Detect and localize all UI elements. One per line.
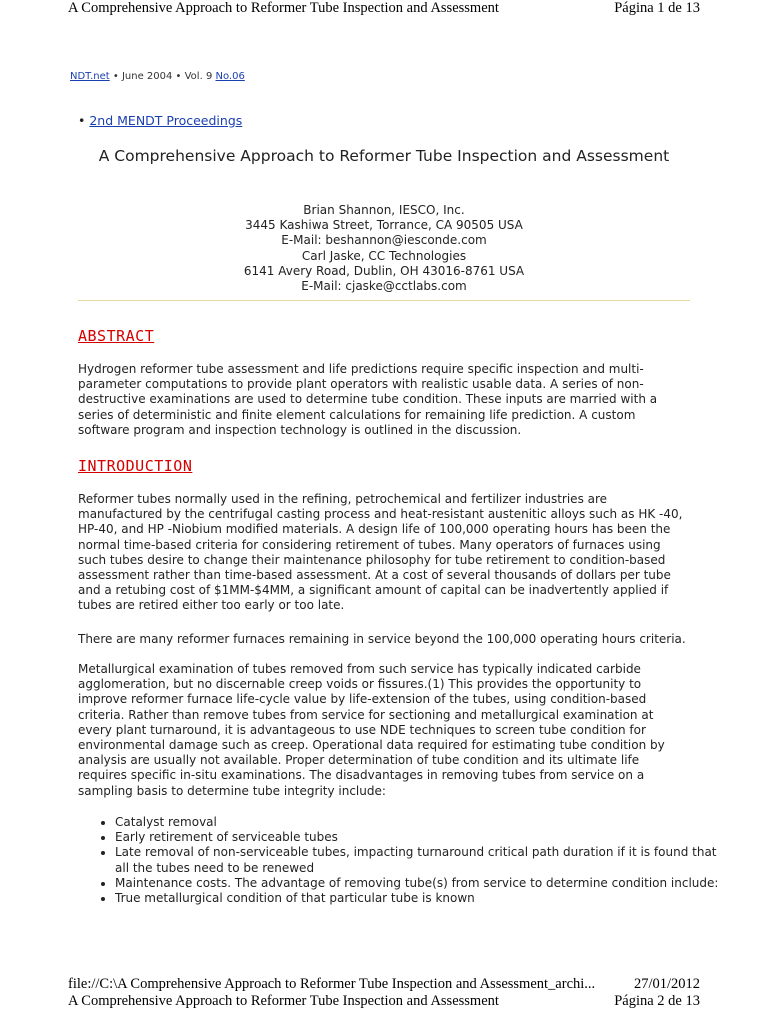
- footer-path: file://C:\A Comprehensive Approach to Reformer Tube Inspection and Assessment_archi...: [68, 976, 596, 992]
- proceedings-item: [78, 113, 242, 128]
- issue-number-link[interactable]: No.06: [215, 71, 245, 82]
- article-title: A Comprehensive Approach to Reformer Tube Inspection and Assessment: [98, 147, 670, 165]
- disadvantages-list: [78, 815, 727, 906]
- header-page-number: Página 1 de 13: [614, 0, 700, 16]
- header-title: A Comprehensive Approach to Reformer Tube Inspection and Assessment: [68, 0, 499, 16]
- abstract-text: Hydrogen reformer tube assessment and life predictions require specific inspection and multi-parameter computations to provide plant operators with realistic usable data. A series of non-destructive examinations are used to determine tube condition. These inputs are married with a series of deterministic and finite element calculations for remaining life prediction. A custom software program and inspection technology is outlined in the discussion.: [78, 362, 658, 437]
- author-line: E-Mail: cjaske@cctlabs.com: [301, 279, 467, 294]
- next-header-page-number: Página 2 de 13: [614, 993, 700, 1009]
- abstract-heading: ABSTRACT: [78, 327, 155, 345]
- list-item: • Maintenance costs. The advantage of removing tube(s) from service to determine condition include:: [115, 876, 727, 891]
- author-line: E-Mail: beshannon@iesconde.com: [281, 233, 487, 248]
- divider: [78, 300, 690, 301]
- intro-paragraph-1: Reformer tubes normally used in the refining, petrochemical and fertilizer industries are manufactured by the centrifugal casting process and heat-resistant austenitic alloys such as HK -40, HP-40, and HP -Niobium modified materials. A design life of 100,000 operating hours has been the normal time-based criteria for considering retirement of tubes. Many operators of furnaces using such tubes desire to change their maintenance philosophy for tube retirement to condition-based assessment rather than time-based assessment. At a cost of several thousands of dollars per tube and a retubing cost of $1MM-$4MM, a significant amount of capital can be inadvertently applied if tubes are retired either too early or too late.: [78, 492, 683, 613]
- list-item: • True metallurgical condition of that particular tube is known: [115, 891, 727, 906]
- intro-paragraph-2: There are many reformer furnaces remaining in service beyond the 100,000 operating hours criteria.: [78, 632, 686, 646]
- proceedings-link[interactable]: 2nd MENDT Proceedings: [89, 113, 243, 128]
- next-header-title: A Comprehensive Approach to Reformer Tube Inspection and Assessment: [68, 993, 499, 1009]
- issue-text: • June 2004 • Vol. 9: [109, 71, 216, 82]
- author-line: Carl Jaske, CC Technologies: [301, 248, 467, 263]
- list-item: • Late removal of non-serviceable tubes, impacting turnaround critical path duration if it is found that all the tubes need to be renewed: [115, 845, 727, 875]
- ndt-site-link[interactable]: NDT.net: [70, 71, 110, 82]
- author-line: Brian Shannon, IESCO, Inc.: [303, 203, 465, 217]
- print-header: [68, 0, 700, 17]
- author-line: 3445 Kashiwa Street, Torrance, CA 90505 USA: [245, 218, 523, 233]
- author-block: [80, 203, 688, 294]
- print-footer: [68, 976, 700, 993]
- author-line: 6141 Avery Road, Dublin, OH 43016-8761 USA: [243, 263, 525, 278]
- next-page-header: [68, 993, 700, 1010]
- bullet-dot: •: [78, 113, 90, 128]
- list-item: • Catalyst removal: [115, 815, 727, 830]
- source-line: [70, 71, 245, 82]
- introduction-heading: INTRODUCTION: [78, 457, 193, 475]
- intro-paragraph-3: Metallurgical examination of tubes removed from such service has typically indicated carbide agglomeration, but no discernable creep voids or fissures.(1) This provides the opportunity to improve reformer furnace life-cycle value by life-extension of the tubes, using condition-based criteria. Rather than remove tubes from service for sectioning and metallurgical examination at every plant turnaround, it is advantageous to use NDE techniques to screen tube condition for environmental damage such as creep. Operational data required for estimating tube condition by analysis are usually not available. Proper determination of tube condition and its ultimate life requires specific in-situ examinations. The disadvantages in removing tubes from service on a sampling basis to determine tube integrity include:: [78, 662, 665, 798]
- footer-date: 27/01/2012: [633, 976, 700, 992]
- list-item: • Early retirement of serviceable tubes: [115, 830, 727, 845]
